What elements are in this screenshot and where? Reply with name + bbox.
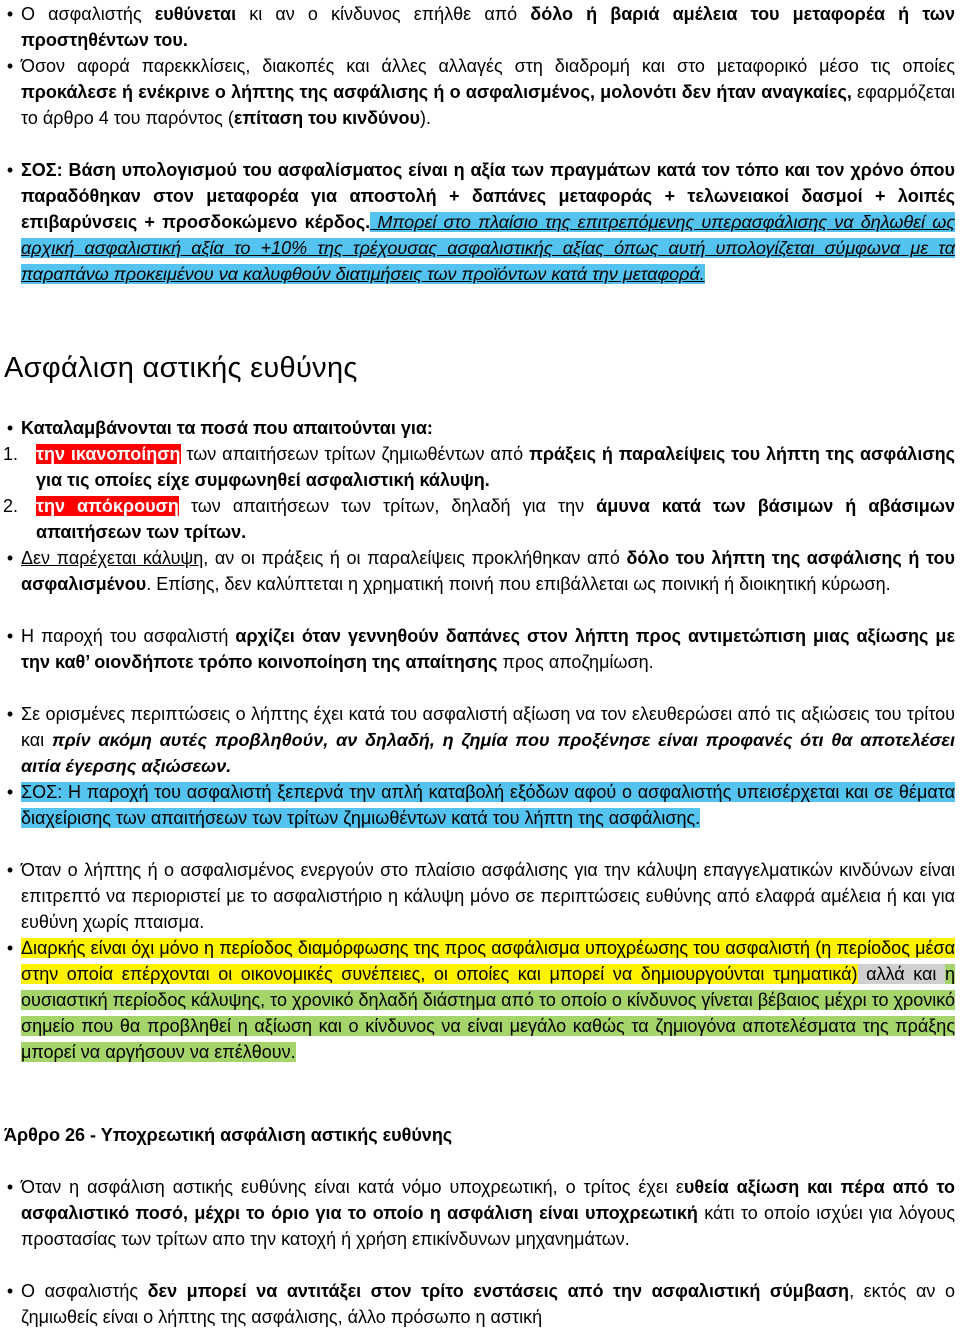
paragraph-text: Καταλαμβάνονται τα ποσά που απαιτούνται για: bbox=[21, 418, 433, 438]
bullet: • bbox=[6, 548, 14, 568]
bullet: • bbox=[6, 1177, 14, 1197]
bullet: • bbox=[6, 1281, 14, 1301]
section-heading: Ασφάλιση αστικής ευθύνης bbox=[4, 352, 358, 384]
paragraph-text: ΣΟΣ: Η παροχή του ασφαλιστή ξεπερνά την απλή καταβολή εξόδων αφού ο ασφαλιστής υπεισέρχεται και σε θέματα διαχείρισης των απαιτήσεων των τρίτων ζημιωθέντων κατά του λήπτη της ασφάλισης. bbox=[21, 782, 955, 828]
bullet: • bbox=[6, 938, 14, 958]
article-heading: Άρθρο 26 - Υποχρεωτική ασφάλιση αστικής ευθύνης bbox=[4, 1125, 453, 1145]
bullet: • bbox=[6, 160, 14, 180]
list-item bbox=[3, 857, 955, 935]
paragraph-text: Ο ασφαλιστής δεν μπορεί να αντιτάξει στον τρίτο ενστάσεις από την ασφαλιστική σύμβαση, εκτός αν ο ζημιωθείς είναι ο λήπτης της ασφάλισης, άλλο πρόσωπο η αστική bbox=[21, 1281, 955, 1327]
bullet: • bbox=[6, 418, 14, 438]
list-item bbox=[3, 415, 955, 441]
bullet: • bbox=[6, 56, 14, 76]
bullet: • bbox=[6, 626, 14, 646]
list-item bbox=[3, 935, 955, 1065]
list-item bbox=[3, 1, 955, 53]
list-item bbox=[3, 1174, 955, 1252]
list-item bbox=[3, 623, 955, 675]
numbered-item bbox=[3, 441, 955, 493]
paragraph-text: Διαρκής είναι όχι μόνο η περίοδος διαμόρφωσης της προς ασφάλισμα υποχρέωσης του ασφαλιστή (η περίοδος μέσα στην οποία επέρχονται οι οικονομικές συνέπειες, οι οποίες και μπορεί να δημιουργούνται τμηματικά) αλλά και η ουσιαστική περίοδος κάλυψης, το χρονικό δηλαδή διάστημα από το οποίο ο κίνδυνος γίνεται βέβαιος μέχρι το χρονικό σημείο που θα προβληθεί η αξίωση και ο κίνδυνος να είναι μεγάλο καθώς τα ζημιογόνα αποτελέσματα της πράξης μπορεί να αργήσουν να επέλθουν. bbox=[21, 938, 955, 1062]
item-number: 1. bbox=[3, 444, 19, 464]
list-item bbox=[3, 53, 955, 131]
paragraph-text: Σε ορισμένες περιπτώσεις ο λήπτης έχει κατά του ασφαλιστή αξίωση να τον ελευθερώσει από τις αξιώσεις του τρίτου και πρίν ακόμη αυτές προβληθούν, αν δηλαδή, η ζημία που προξένησε είναι προφανές ότι θα αποτελέσει αιτία έγερσης αξιώσεων. bbox=[21, 704, 956, 776]
list-item bbox=[3, 545, 955, 597]
list-item bbox=[3, 779, 955, 831]
item-number: 2. bbox=[3, 496, 19, 516]
bullet: • bbox=[6, 782, 14, 802]
paragraph-text: την απόκρουση των απαιτήσεων των τρίτων, δηλαδή για την άμυνα κατά των βάσιμων ή αβάσιμων απαιτήσεων των τρίτων. bbox=[36, 496, 955, 542]
paragraph-text: Όταν η ασφάλιση αστικής ευθύνης είναι κατά νόμο υποχρεωτική, ο τρίτος έχει ευθεία αξίωση και πέρα από το ασφαλιστικό ποσό, μέχρι το όριο για το οποίο η ασφάλιση είναι υποχρεωτική κάτι το οποίο ισχύει για λόγους προστασίας των τρίτων απο την κατοχή ή χρήση επικίνδυνων μηχανημάτων. bbox=[21, 1177, 955, 1249]
list-item bbox=[3, 1278, 955, 1330]
list-item bbox=[3, 701, 955, 779]
paragraph-text: Η παροχή του ασφαλιστή αρχίζει όταν γεννηθούν δαπάνες στον λήπτη προς αντιμετώπιση μιας αξίωσης με την καθ’ οιονδήποτε τρόπο κοινοποίηση της απαίτησης προς αποζημίωση. bbox=[21, 626, 955, 672]
list-item bbox=[3, 157, 955, 287]
paragraph-text: Όταν ο λήπτης ή ο ασφαλισμένος ενεργούν στο πλαίσιο ασφάλισης για την κάλυψη επαγγελματικών κινδύνων είναι επιτρεπτό να περιοριστεί με το ασφαλιστήριο η κάλυψη μόνο σε περιπτώσεις ευθύνης από ελαφρά αμέλεια ή και για ευθύνη χωρίς πταισμα. bbox=[21, 860, 955, 932]
paragraph-text: Ο ασφαλιστής ευθύνεται κι αν ο κίνδυνος επήλθε από δόλο ή βαριά αμέλεια του μεταφορέα ή των προστηθέντων του. bbox=[21, 4, 955, 50]
paragraph-text: Όσον αφορά παρεκκλίσεις, διακοπές και άλλες αλλαγές στη διαδρομή και στο μεταφορικό μέσο τις οποίες προκάλεσε ή ενέκρινε ο λήπτης της ασφάλισης ή ο ασφαλισμένος, μολονότι δεν ήταν αναγκαίες, εφαρμόζεται το άρθρο 4 του παρόντος (επίταση του κινδύνου). bbox=[21, 56, 955, 128]
bullet: • bbox=[6, 704, 14, 724]
paragraph-text: ΣΟΣ: Βάση υπολογισμού του ασφαλίσματος είναι η αξία των πραγμάτων κατά τον τόπο και τον χρόνο όπου παραδόθηκαν στον μεταφορέα για αποστολή + δαπάνες μεταφοράς + τελωνειακοί δασμοί + λοιπές επιβαρύνσεις + προσδοκώμενο κέρδος. Μπορεί στο πλαίσιο της επιτρεπόμενης υπερασφάλισης να δηλωθεί ως αρχική ασφαλιστική αξία το +10% της τρέχουσας ασφαλιστικής αξίας όπως αυτή υπολογίζεται σύμφωνα με τα παραπάνω προκειμένου να καλυφθούν διατιμήσεις των προϊόντων κατά την μεταφορά. bbox=[21, 160, 955, 284]
paragraph-text: την ικανοποίηση των απαιτήσεων τρίτων ζημιωθέντων από πράξεις ή παραλείψεις του λήπτη της ασφάλισης για τις οποίες είχε συμφωνηθεί ασφαλιστική κάλυψη. bbox=[36, 444, 955, 490]
numbered-item bbox=[3, 493, 955, 545]
paragraph-text: Δεν παρέχεται κάλυψη, αν οι πράξεις ή οι παραλείψεις προκλήθηκαν από δόλο του λήπτη της ασφάλισης ή του ασφαλισμένου. Επίσης, δεν καλύπτεται η χρηματική ποινή που επιβάλλεται ως ποινική ή διοικητική κύρωση. bbox=[21, 548, 955, 594]
bullet: • bbox=[6, 860, 14, 880]
bullet: • bbox=[6, 4, 14, 24]
